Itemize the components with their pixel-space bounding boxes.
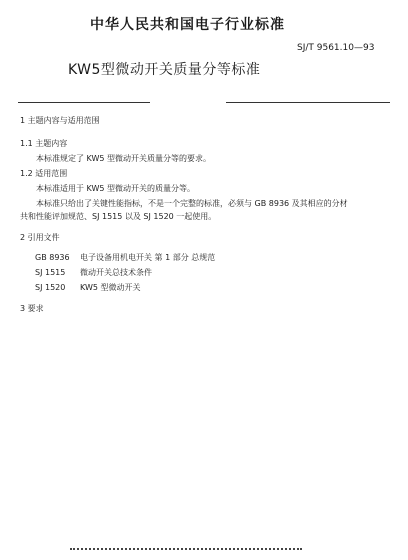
reference-code: GB 8936 [35, 253, 70, 262]
org-title: 中华人民共和国电子行业标准 [90, 17, 285, 33]
footer-dotted-rule [70, 548, 302, 550]
section-2-heading: 2 引用文件 [20, 233, 60, 242]
reference-code: SJ 1520 [35, 283, 66, 292]
reference-code: SJ 1515 [35, 268, 66, 277]
section-1-heading: 1 主题内容与适用范围 [20, 116, 100, 125]
section-1-2-text-3: 共和性能评加规范、SJ 1515 以及 SJ 1520 一起使用。 [20, 212, 217, 221]
section-1-2-heading: 1.2 适用范围 [20, 169, 68, 178]
section-1-1-heading: 1.1 主题内容 [20, 139, 68, 148]
standard-code: SJ/T 9561.10—93 [297, 43, 375, 53]
section-1-2-text-2: 本标准只给出了关键性能指标，不是一个完整的标准，必须与 GB 8936 及其相应的分材 [36, 199, 348, 208]
section-3-heading: 3 要求 [20, 304, 44, 313]
section-1-1-text: 本标准规定了 KW5 型微动开关质量分等的要求。 [36, 154, 212, 163]
reference-description: 电子设备用机电开关 第 1 部分 总规范 [80, 253, 216, 262]
section-1-2-text-1: 本标准适用于 KW5 型微动开关的质量分等。 [36, 184, 196, 193]
reference-description: 微动开关总技术条件 [80, 268, 152, 277]
header-rule-left [18, 102, 150, 103]
reference-description: KW5 型微动开关 [80, 283, 141, 292]
header-rule-right [226, 102, 390, 103]
document-title: KW5型微动开关质量分等标准 [68, 62, 261, 78]
